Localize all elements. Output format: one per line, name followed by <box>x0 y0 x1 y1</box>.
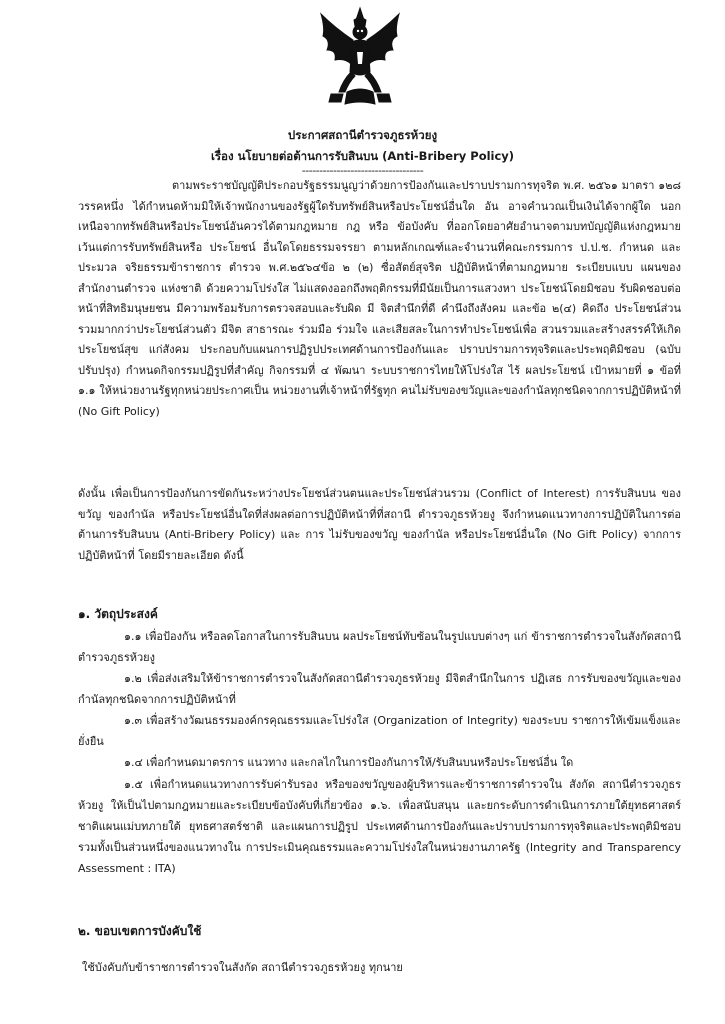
objective-item: ๑.๑ เพื่อป้องกัน หรือลดโอกาสในการรับสินบน ผลประโยชน์ทับซ้อนในรูปแบบต่างๆ แก่ ข้าราชการตำรวจในสังกัดสถานีตำรวจภูธรห้วยงู <box>78 630 681 664</box>
objective-item: ๑.๕ เพื่อกำหนดแนวทางการรับค่ารับรอง หรือของขวัญของผู้บริหารและข้าราชการตำรวจใน สังกัด สถานีตำรวจภูธรห้วยงู ให้เป็นไปตามกฎหมายและระเบียบข้อบังคับที่เกี่ยวข้อง ๑.๖. เพื่อสนับสนุน และยกระดับการดำเนินการภายใต้ยุทธศาสตร์ชาติแผนแม่บทภายใต้ ยุทธศาสตร์ชาติ และแผนการปฏิรูป ประเทศด้านการป้องกันและปราบปรามการทุจริตและประพฤติมิชอบ รวมทั้งเป็นส่วนหนึ่งของแนวทางใน การประเมินคุณธรรมและความโปร่งใสในหน่วยงานภาครัฐ (Integrity and Transparency Assessment : ITA) <box>78 778 681 875</box>
objective-item: ๑.๒ เพื่อส่งเสริมให้ข้าราชการตำรวจในสังกัดสถานีตำรวจภูธรห้วยงู มีจิตสำนึกในการ ปฏิเสธ การรับของขวัญและของกำนัลทุกชนิดจากการปฏิบัติหน้าที่ <box>78 672 681 706</box>
section-heading-objectives: ๑. วัตถุประสงค์ <box>78 607 158 621</box>
title-separator: ----------------------------------- <box>301 164 424 177</box>
objective-item: ๑.๔ เพื่อกำหนดมาตรการ แนวทาง และกลไกในการป้องกันการให้/รับสินบนหรือประโยชน์อื่น ใด <box>124 756 574 769</box>
announcement-title: ประกาศสถานีตำรวจภูธรห้วยงู <box>287 128 438 142</box>
objective-item: ๑.๓ เพื่อสร้างวัฒนธรรมองค์กรคุณธรรมและโปร่งใส (Organization of Integrity) ของระบบ ราชการให้เข้มแข็งและยั่งยืน <box>78 714 681 748</box>
intro-paragraph: ตามพระราชบัญญัติประกอบรัฐธรรมนูญว่าด้วยการป้องกันและปราบปรามการทุจริต พ.ศ. ๒๕๖๑ มาตรา ๑๒๘ วรรคหนึ่ง ได้กำหนดห้ามมิให้เจ้าพนักงานของรัฐผู้ใดรับทรัพย์สินหรือประโยชน์อื่นใด อัน อาจคำนวณเป็นเงินได้จากผู้ใด นอกเหนือจากทรัพย์สินหรือประโยชน์อันควรได้ตามกฎหมาย กฎ หรือ ข้อบังคับ ที่ออกโดยอาศัยอำนาจตามบทบัญญัติแห่งกฎหมาย เว้นแต่การรับทรัพย์สินหรือ ประโยชน์ อื่นใดโดยธรรมจรรยา ตามหลักเกณฑ์และจำนวนที่คณะกรรมการ ป.ป.ช. กำหนด และ ประมวล จริยธรรมข้าราชการ ตำรวจ พ.ศ.๒๕๖๔ข้อ ๒ (๒) ซื่อสัตย์สุจริต ปฏิบัติหน้าที่ตามกฎหมาย ระเบียบแบบ แผนของสำนักงานตำรวจ แห่งชาติ ด้วยความโปร่งใส ไม่แสดงออกถึงพฤติกรรมที่มีนัยเป็นการแสวงหา ประโยชน์โดยมิชอบ รับผิดชอบต่อ หน้าที่สิทธิมนุษยชน มีความพร้อมรับการตรวจสอบและรับผิด มี จิตสำนึกที่ดี คำนึงถึงสังคม และข้อ ๒(๔) คิดถึง ประโยชน์ส่วนรวมมากกว่าประโยชน์ส่วนตัว มีจิต สาธารณะ ร่วมมือ ร่วมใจ และเสียสละในการทำประโยชน์เพื่อ สวนรวมและสร้างสรรค์ให้เกิดประโยชน์สุข แก่สังคม ประกอบกับแผนการปฏิรูปประเทศด้านการป้องกันและ ปราบปรามการทุจริตและประพฤติมิชอบ (ฉบับปรับปรุง) กำหนดกิจกรรมปฏิรูปที่สำคัญ กิจกรรมที่ ๔ พัฒนา ระบบราชการไทยให้โปร่งใส ไร้ ผลประโยชน์ เป้าหมายที่ ๑ ข้อที่ ๑.๑ ให้หน่วยงานรัฐทุกหน่วยประกาศเป็น หน่วยงานที่เจ้าหน้าที่รัฐทุก คนไม่รับของขวัญและของกำนัลทุกชนิดจากการปฏิบัติหน้าที่ (No Gift Policy) <box>78 179 681 418</box>
section-heading-scope: ๒. ขอบเขตการบังคับใช้ <box>78 924 202 938</box>
garuda-emblem-icon <box>317 6 403 110</box>
announcement-subject: เรื่อง นโยบายต่อต้านการรับสินบน (Anti-Bribery Policy) <box>210 149 515 163</box>
scope-text: ใช้บังคับกับข้าราชการตำรวจในสังกัด สถานีตำรวจภูธรห้วยงู ทุกนาย <box>82 961 403 974</box>
policy-paragraph: ดังนั้น เพื่อเป็นการป้องกันการขัดกันระหว่างประโยชน์ส่วนตนและประโยชน์ส่วนรวม (Conflict of Interest) การรับสินบน ของขวัญ ของกำนัล หรือประโยชน์อื่นใดที่ส่งผลต่อการปฏิบัติหน้าที่ที่สถานี ตำรวจภูธรห้วยงู จึงกำหนดแนวทางการปฏิบัติในการต่อต้านการรับสินบน (Anti-Bribery Policy) และ การ ไม่รับของขวัญ ของกำนัล หรือประโยชน์อื่นใด (No Gift Policy) จากการปฏิบัติหน้าที่ โดยมีรายละเอียด ดังนี้ <box>78 487 681 562</box>
